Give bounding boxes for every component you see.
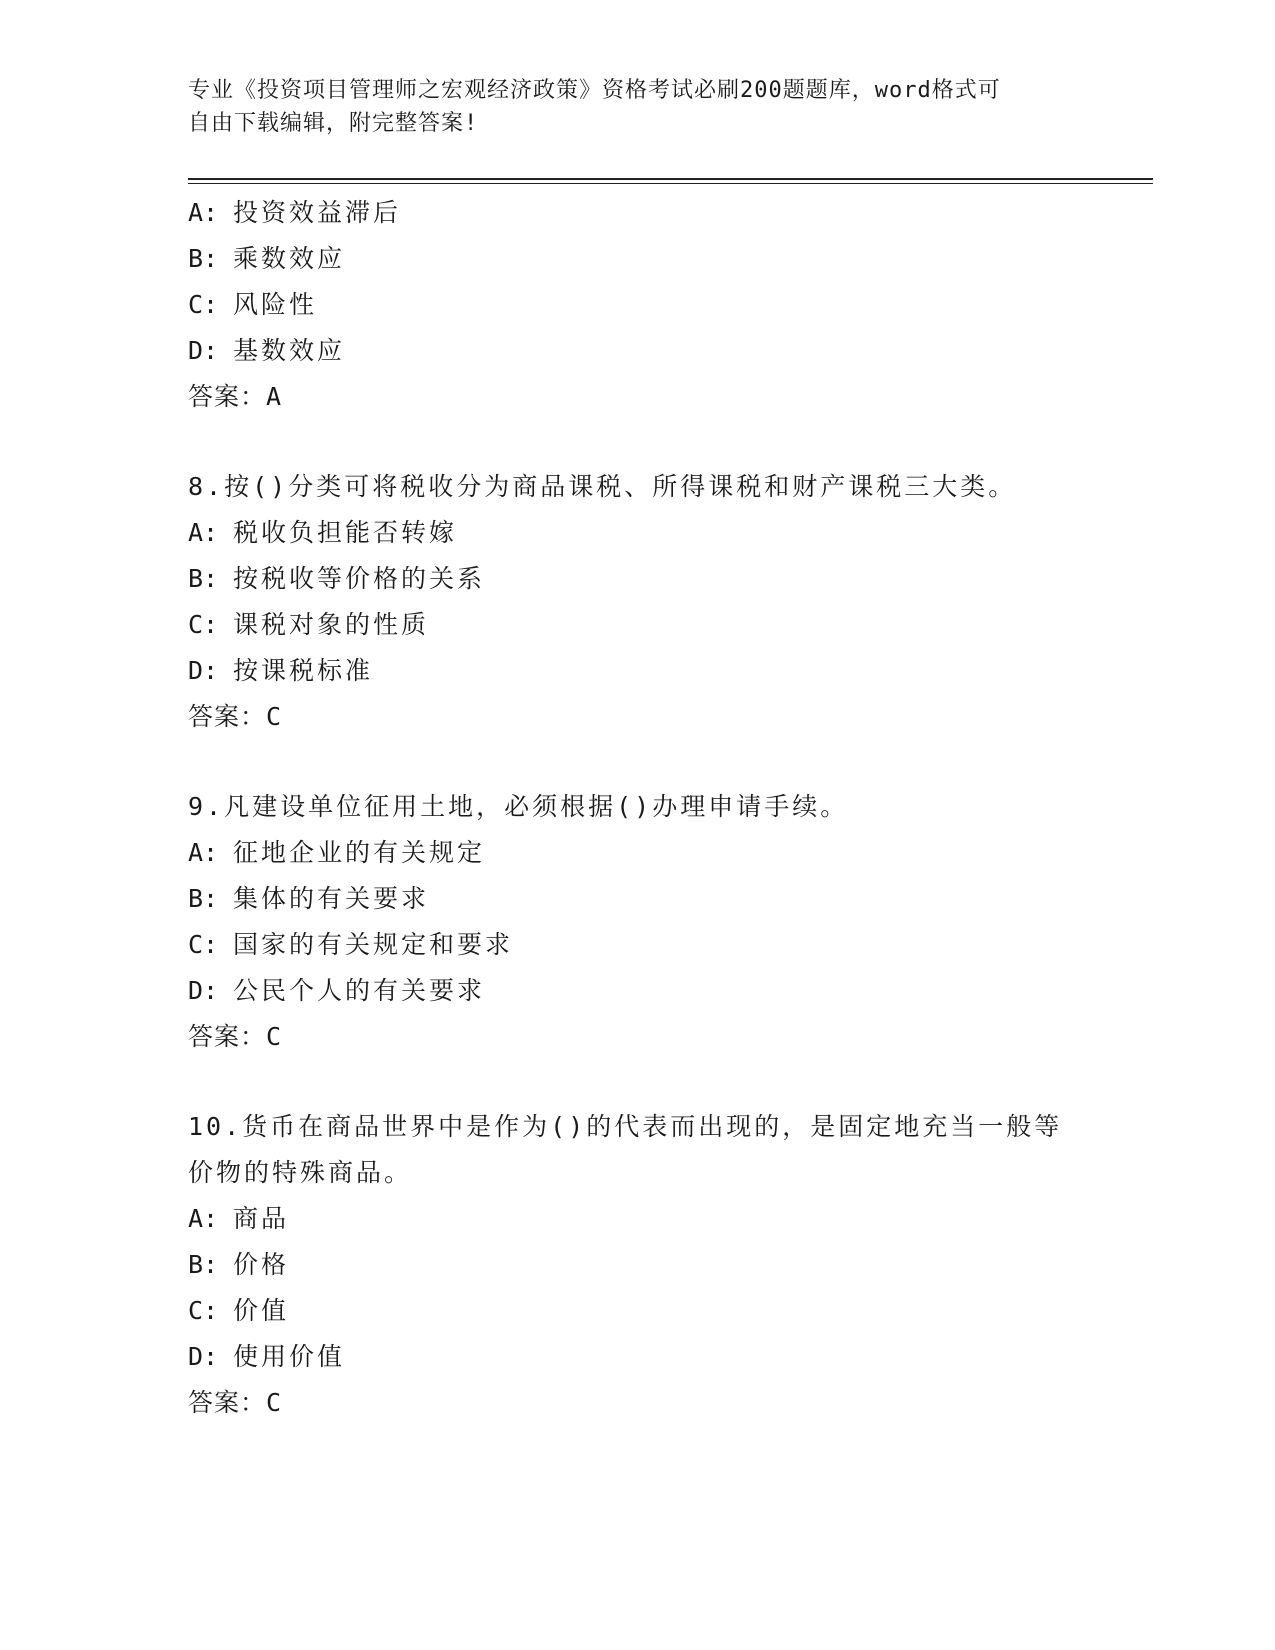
option-label: B: [188,564,219,593]
question-block-9 [188,784,1088,1060]
option-c [188,282,1088,328]
option-c [188,602,1088,648]
option-text: 基数效应 [233,336,346,365]
option-a [188,510,1088,556]
option-text: 按税收等价格的关系 [233,564,486,593]
question-block-7 [188,190,1088,420]
option-text: 集体的有关要求 [233,884,430,913]
header-line-1: 专业《投资项目管理师之宏观经济政策》资格考试必刷200题题库，word格式可 [188,78,1001,103]
option-label: A: [188,518,219,547]
option-text: 税收负担能否转嫁 [233,518,458,547]
option-label: D: [188,656,219,685]
answer-line: 答案：C [188,1388,283,1417]
option-text: 风险性 [233,290,318,319]
option-text: 投资效益滞后 [233,198,402,227]
answer-line: 答案：A [188,382,283,411]
question-text: 8.按()分类可将税收分为商品课税、所得课税和财产课税三大类。 [188,472,1017,501]
option-label: B: [188,244,219,273]
option-text: 按课税标准 [233,656,374,685]
option-a [188,190,1088,236]
question-list [188,190,1088,1426]
option-b [188,236,1088,282]
option-a [188,1196,1088,1242]
header-divider-thick [188,178,1153,180]
option-b [188,556,1088,602]
option-d [188,648,1088,694]
option-text: 价格 [233,1250,290,1279]
option-label: C: [188,930,219,959]
option-label: A: [188,1204,219,1233]
option-label: D: [188,1342,219,1371]
question-block-8 [188,464,1088,740]
option-text: 国家的有关规定和要求 [233,930,514,959]
option-b [188,1242,1088,1288]
question-text-line-2: 价物的特殊商品。 [188,1158,413,1187]
option-label: A: [188,198,219,227]
option-text: 使用价值 [233,1342,346,1371]
option-c [188,1288,1088,1334]
option-label: C: [188,610,219,639]
option-d [188,968,1088,1014]
option-label: D: [188,336,219,365]
option-d [188,328,1088,374]
option-label: B: [188,1250,219,1279]
answer-line: 答案：C [188,702,283,731]
question-text-line-1: 10.货币在商品世界中是作为()的代表而出现的，是固定地充当一般等 [188,1112,1063,1141]
option-text: 商品 [233,1204,290,1233]
question-block-10 [188,1104,1088,1426]
option-text: 征地企业的有关规定 [233,838,486,867]
option-text: 公民个人的有关要求 [233,976,486,1005]
option-label: C: [188,1296,219,1325]
header-line-2: 自由下载编辑，附完整答案! [188,111,479,136]
option-a [188,830,1088,876]
question-text: 9.凡建设单位征用土地，必须根据()办理申请手续。 [188,792,849,821]
option-c [188,922,1088,968]
answer-line: 答案：C [188,1022,283,1051]
option-d [188,1334,1088,1380]
option-label: A: [188,838,219,867]
option-text: 价值 [233,1296,290,1325]
option-label: D: [188,976,219,1005]
header-divider-thin [188,183,1153,184]
option-text: 课税对象的性质 [233,610,430,639]
option-b [188,876,1088,922]
option-label: B: [188,884,219,913]
document-header [188,74,1068,140]
option-text: 乘数效应 [233,244,346,273]
option-label: C: [188,290,219,319]
